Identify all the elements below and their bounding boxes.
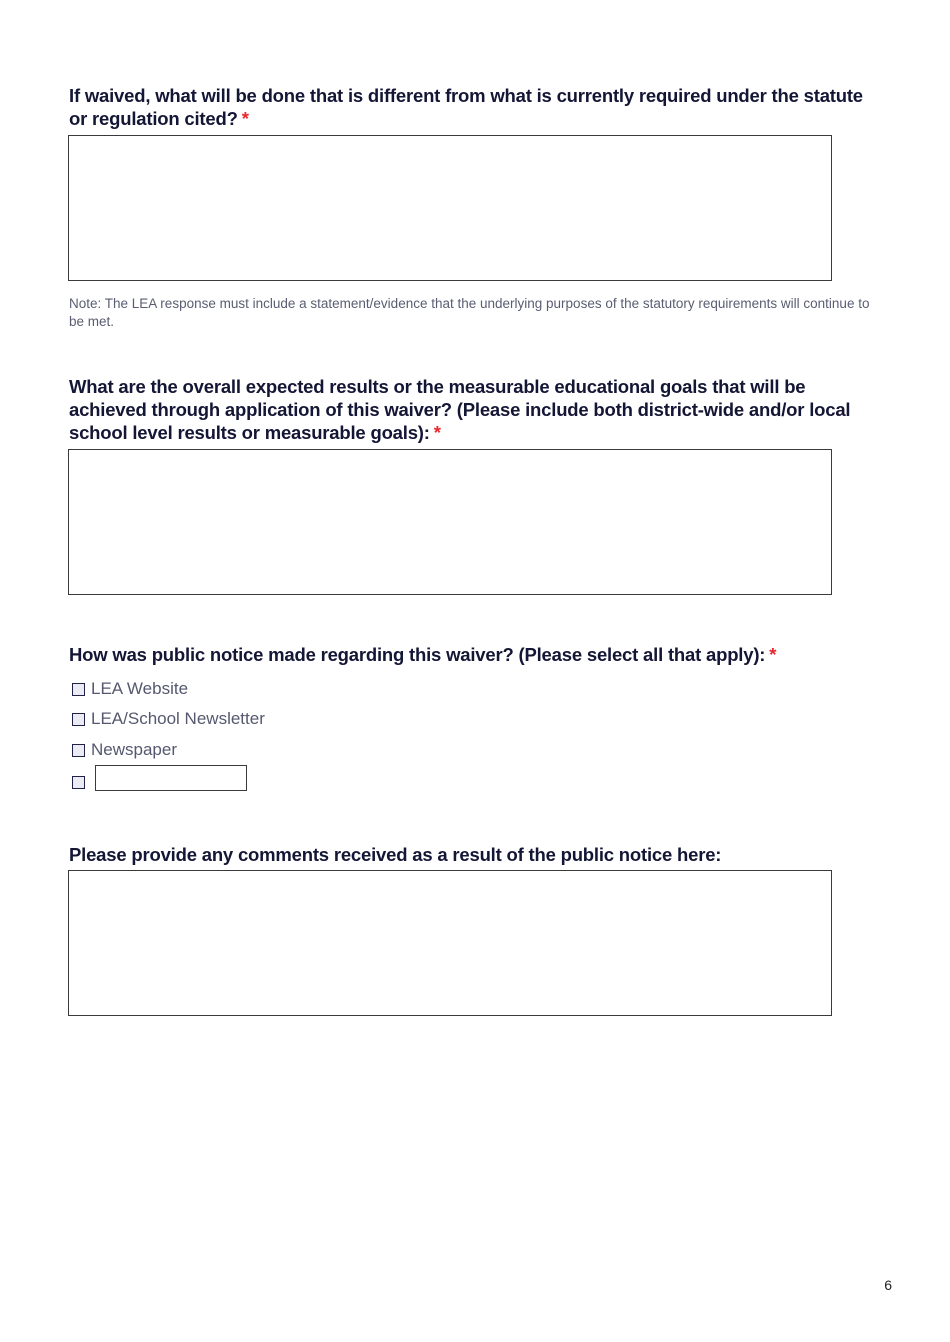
option-newspaper-label[interactable]: Newspaper <box>91 740 177 759</box>
question-1-note: Note: The LEA response must include a statement/evidence that the underlying purposes of the statutory requirements will continue to be met. <box>69 296 870 329</box>
question-1-response-field[interactable] <box>68 135 832 281</box>
option-other-field[interactable] <box>95 765 247 791</box>
question-2-response-field[interactable] <box>68 449 832 595</box>
option-other-checkbox[interactable] <box>72 776 85 789</box>
question-2-text: What are the overall expected results or the measurable educational goals that will be achieved through application of this waiver? (Please include both district-wide and/or local school level results or measurable goals): <box>69 376 851 443</box>
question-4-text: Please provide any comments received as a result of the public notice here: <box>69 844 722 865</box>
option-lea-website[interactable] <box>72 678 188 700</box>
question-2-label <box>69 375 869 444</box>
required-asterisk: * <box>769 644 777 665</box>
required-asterisk: * <box>433 422 441 443</box>
option-lea-website-label[interactable]: LEA Website <box>91 679 189 698</box>
question-3-text: How was public notice made regarding this waiver? (Please select all that apply): <box>69 644 766 665</box>
question-3-label <box>69 643 869 666</box>
option-lea-school-newsletter-checkbox[interactable] <box>72 713 85 726</box>
page-number: 6 <box>884 1277 892 1293</box>
option-newspaper[interactable] <box>72 739 177 761</box>
required-asterisk: * <box>241 108 249 129</box>
option-lea-school-newsletter[interactable] <box>72 708 265 730</box>
question-4-response-field[interactable] <box>68 870 832 1016</box>
option-newspaper-checkbox[interactable] <box>72 744 85 757</box>
question-4-label <box>69 843 869 866</box>
option-lea-website-checkbox[interactable] <box>72 683 85 696</box>
option-lea-school-newsletter-label[interactable]: LEA/School Newsletter <box>91 709 265 728</box>
question-1-text: If waived, what will be done that is different from what is currently required under the statute or regulation cited? <box>69 85 863 129</box>
question-1-label <box>69 84 869 130</box>
option-other[interactable] <box>72 771 91 793</box>
